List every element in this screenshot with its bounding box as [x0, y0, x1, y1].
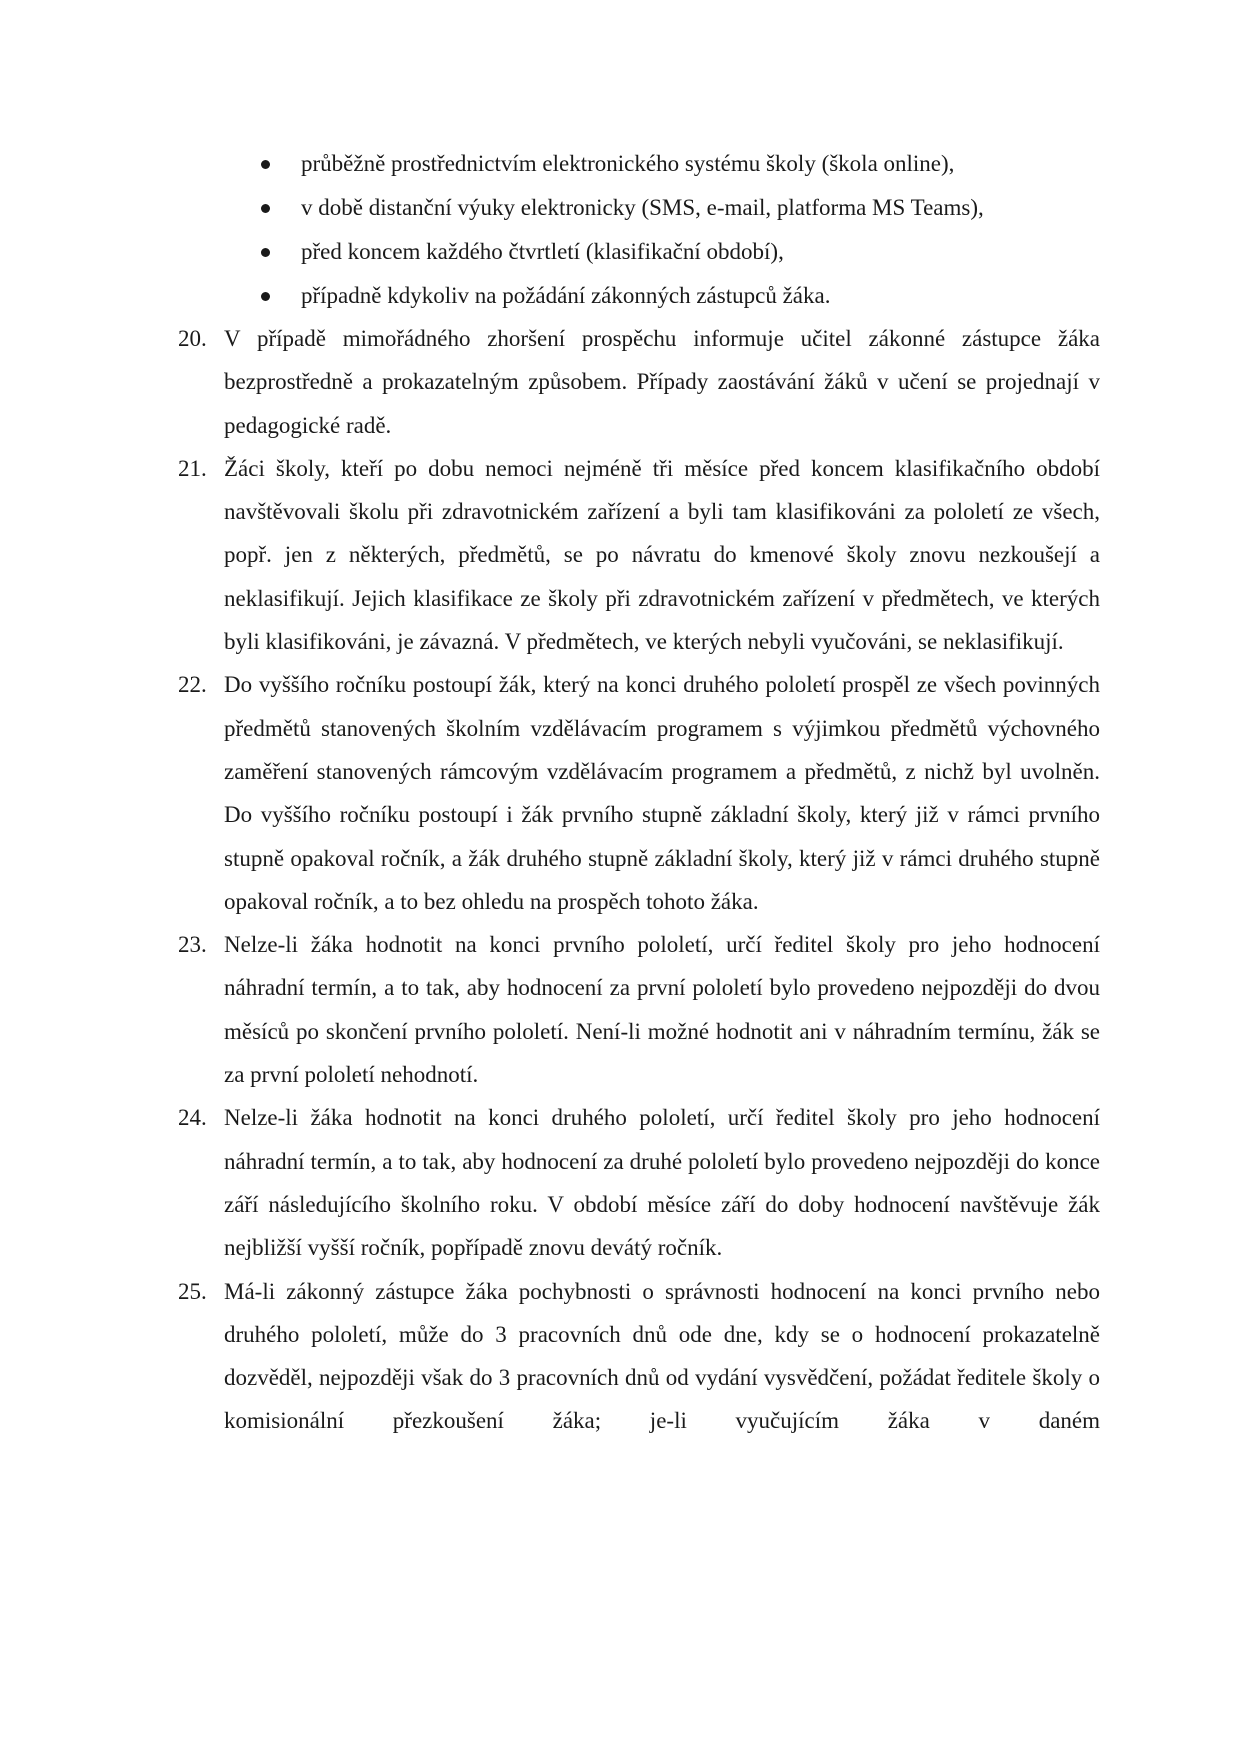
list-item-25: [178, 1270, 1100, 1443]
bullet-dot-icon: [261, 292, 270, 301]
bullet-dot-icon: [261, 160, 270, 169]
item-number: 21.: [178, 455, 207, 481]
bullet-dot-icon: [261, 204, 270, 213]
item-number: 20.: [178, 326, 207, 351]
bullet-text: před koncem každého čtvrtletí (klasifikační období),: [301, 239, 784, 264]
item-text: V případě mimořádného zhoršení prospěchu informuje učitel zákonné zástupce žáka bezprostředně a prokazatelným způsobem. Případy zaostávání žáků v učení se projednají v pedagogické radě.: [224, 326, 1100, 438]
list-item-21: [178, 447, 1100, 663]
item-number: 24.: [178, 1105, 207, 1131]
bullet-item: [255, 186, 1105, 230]
bullet-item: [255, 230, 1105, 274]
item-text: Žáci školy, kteří po dobu nemoci nejméně tři měsíce před koncem klasifikačního období navštěvovali školu při zdravotnickém zařízení a byli tam klasifikováni za pololetí ze všech, popř. jen z některých, předmětů, se po návratu do kmenové školy znovu nezkoušejí a neklasifikují. Jejich klasifikace ze školy při zdravotnickém zařízení v předmětech, ve kterých byli klasifikováni, je závazná. V předmětech, ve kterých nebyli vyučováni, se neklasifikují.: [224, 455, 1100, 655]
item-text: Do vyššího ročníku postoupí žák, který na konci druhého pololetí prospěl ze všech povinných předmětů stanovených školním vzdělávacím programem s výjimkou předmětů výchovného zaměření stanovených rámcovým vzdělávacím programem a předmětů, z nichž byl uvolněn. Do vyššího ročníku postoupí i žák prvního stupně základní školy, který již v rámci prvního stupně opakoval ročník, a žák druhého stupně základní školy, který již v rámci druhého stupně opakoval ročník, a to bez ohledu na prospěch tohoto žáka.: [224, 672, 1100, 914]
bullet-text: průběžně prostřednictvím elektronického systému školy (škola online),: [301, 151, 955, 176]
bullet-item: [255, 274, 1105, 318]
item-number: 25.: [178, 1278, 207, 1304]
bullet-list: [255, 142, 1105, 318]
numbered-list: [178, 317, 1100, 1443]
item-text: Má-li zákonný zástupce žáka pochybnosti o správnosti hodnocení na konci prvního nebo druhého pololetí, může do 3 pracovních dnů ode dne, kdy se o hodnocení prokazatelně dozvěděl, nejpozději však do 3 pracovních dnů od vydání vysvědčení, požádat ředitele školy o komisionální přezkoušení žáka; je-li vyučujícím žáka v daném: [224, 1278, 1100, 1434]
bullet-text: v době distanční výuky elektronicky (SMS, e-mail, platforma MS Teams),: [301, 195, 984, 220]
list-item-22: [178, 663, 1100, 923]
item-number: 23.: [178, 932, 207, 958]
bullet-item: [255, 142, 1105, 186]
item-text: Nelze-li žáka hodnotit na konci prvního pololetí, určí ředitel školy pro jeho hodnocení náhradní termín, a to tak, aby hodnocení za první pololetí bylo provedeno nejpozději do dvou měsíců po skončení prvního pololetí. Není-li možné hodnotit ani v náhradním termínu, žák se za první pololetí nehodnotí.: [224, 932, 1100, 1088]
item-number: 22.: [178, 672, 207, 698]
list-item-20: [178, 317, 1100, 447]
list-item-24: [178, 1096, 1100, 1269]
item-text: Nelze-li žáka hodnotit na konci druhého pololetí, určí ředitel školy pro jeho hodnocení náhradní termín, a to tak, aby hodnocení za druhé pololetí bylo provedeno nejpozději do konce září následujícího školního roku. V období měsíce září do doby hodnocení navštěvuje žák nejbližší vyšší ročník, popřípadě znovu devátý ročník.: [224, 1105, 1100, 1261]
bullet-text: případně kdykoliv na požádání zákonných zástupců žáka.: [301, 283, 831, 308]
bullet-dot-icon: [261, 248, 270, 257]
list-item-23: [178, 923, 1100, 1096]
